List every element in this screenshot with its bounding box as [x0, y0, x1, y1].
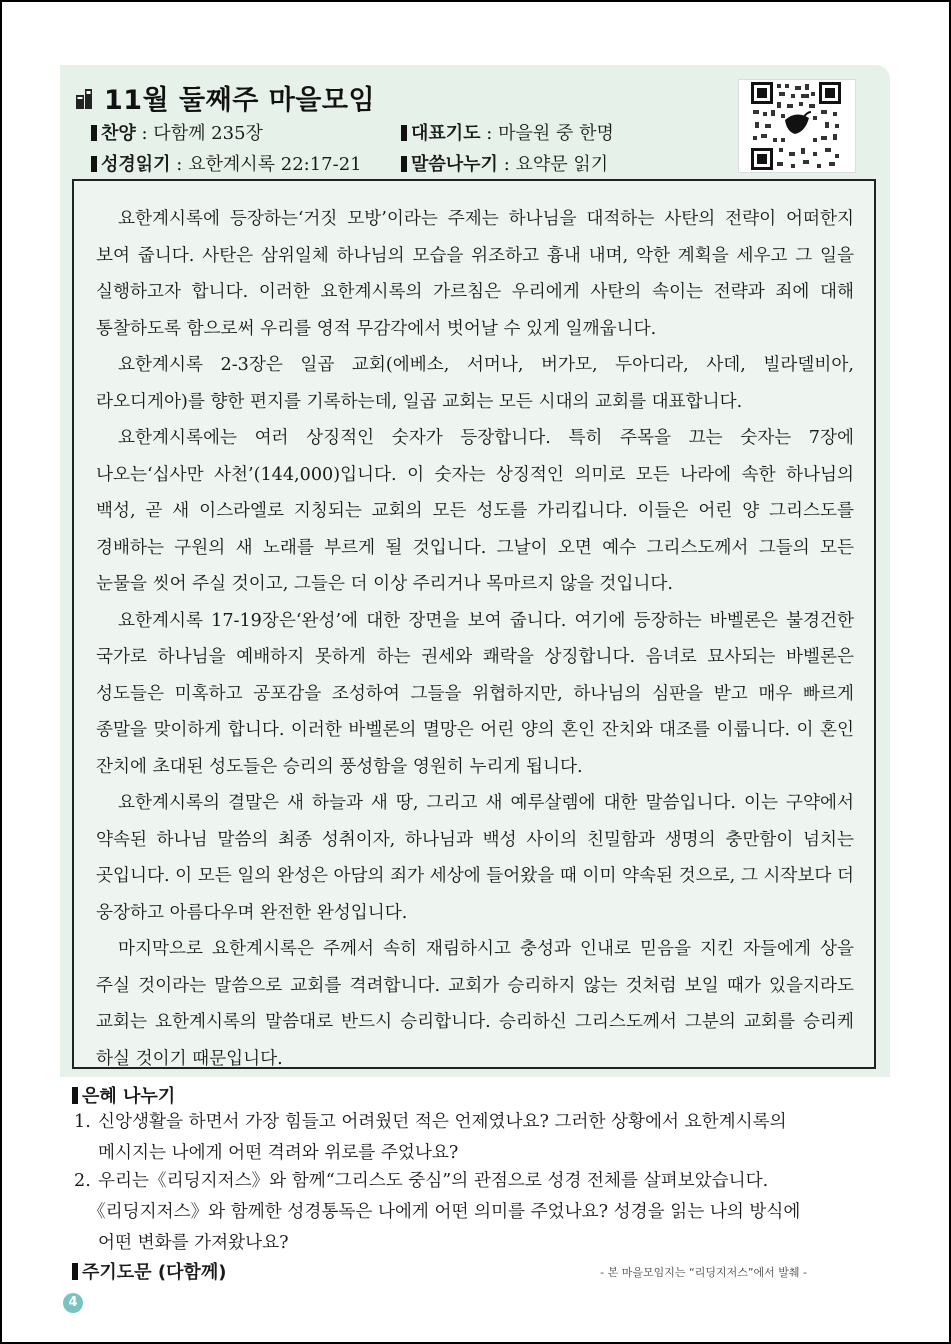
question-text: 신앙생활을 하면서 가장 힘들고 어려웠던 적은 언제였나요? 그러한 상황에서 요한계시록의	[98, 1112, 787, 1132]
question-text: 《리딩지저스》와 함께한 성경통독은 나에게 어떤 의미를 주었나요? 성경을 읽는 나의 방식에	[88, 1202, 801, 1222]
info-praise-value: : 다함께 235장	[141, 123, 263, 144]
info-prayer	[401, 119, 614, 145]
question-text: 어떤 변화를 가져왔나요?	[98, 1233, 289, 1253]
title-row	[74, 78, 375, 117]
info-reading-value: : 요한계시록 22:17-21	[176, 154, 362, 175]
info-reading	[91, 150, 362, 176]
summary-paragraph: 요한계시록에 등장하는‘거짓 모방’이라는 주제는 하나님을 대적하는 사탄의 전략이 어떠한지 보여 줍니다. 사탄은 삼위일체 하나님의 모습을 위조하고 흉내 내며, 악한 계획을 세우고 그 일을 실행하고자 합니다. 이러한 요한계시록의 가르침은 우리에게 사탄의 속이는 전략과 죄에 대해 통찰하도록 함으로써 우리를 영적 무감각에서 벗어날 수 있게 일깨웁니다.	[96, 209, 854, 339]
question-text: 우리는《리딩지저스》와 함께“그리스도 중심”의 관점으로 성경 전체를 살펴보았습니다.	[98, 1171, 769, 1191]
summary-paragraph: 마지막으로 요한계시록은 주께서 속히 재림하시고 충성과 인내로 믿음을 지킨 자들에게 상을 주실 것이라는 말씀으로 교회를 격려합니다. 교회가 승리하지 않는 것처럼 보일 때가 있을지라도 교회는 요한계시록의 말씀대로 반드시 승리합니다. 승리하신 그리스도께서 그분의 교회를 승리케 하실 것이기 때문입니다.	[96, 939, 854, 1069]
info-sharing-key: 말씀나누기	[411, 154, 498, 175]
sharing-heading-text: 은혜 나누기	[82, 1086, 176, 1107]
sharing-heading	[72, 1082, 175, 1108]
info-prayer-key: 대표기도	[411, 123, 481, 144]
question-text: 메시지는 나에게 어떤 격려와 위로를 주었나요?	[98, 1143, 459, 1163]
source-note: - 본 마을모임지는 “리딩지저스”에서 발췌 -	[600, 1266, 807, 1279]
qr-code[interactable]	[738, 79, 856, 173]
summary-paragraph: 요한계시록 2-3장은 일곱 교회(에베소, 서머나, 버가모, 두아디라, 사데, 빌라델비아, 라오디게아)를 향한 편지를 기록하는데, 일곱 교회는 모든 시대의 교회를 대표합니다.	[96, 355, 854, 412]
info-praise-key: 찬양	[101, 123, 136, 144]
page-number-badge: 4	[63, 1293, 83, 1313]
prayer-heading-text: 주기도문 (다함께)	[82, 1262, 227, 1283]
info-sharing-value: : 요약문 읽기	[503, 154, 609, 175]
info-prayer-value: : 마을원 중 한명	[486, 123, 614, 144]
question-2	[74, 1166, 864, 1259]
question-number: 1.	[74, 1112, 91, 1132]
question-number: 2.	[74, 1171, 91, 1191]
summary-paragraph: 요한계시록에는 여러 상징적인 숫자가 등장합니다. 특히 주목을 끄는 숫자는 7장에 나오는‘십사만 사천’(144,000)입니다. 이 숫자는 상징적인 의미로 모든 나라에 속한 하나님의 백성, 곧 새 이스라엘로 지칭되는 교회의 모든 성도를 가리킵니다. 이들은 어린 양 그리스도를 경배하는 구원의 새 노래를 부르게 될 것입니다. 그날이 오면 예수 그리스도께서 그들의 모든 눈물을 씻어 주실 것이고, 그들은 더 이상 주리거나 목마르지 않을 것입니다.	[96, 428, 854, 594]
summary-box	[72, 179, 876, 1069]
question-1	[74, 1107, 864, 1169]
info-reading-key: 성경읽기	[101, 154, 171, 175]
page-title: 11월 둘째주 마을모임	[104, 85, 376, 116]
info-sharing	[401, 150, 608, 176]
summary-paragraph: 요한계시록 17-19장은‘완성’에 대한 장면을 보여 줍니다. 여기에 등장하는 바벨론은 불경건한 국가로 하나님을 예배하지 못하게 하는 권세와 쾌락을 상징합니다. 음녀로 묘사되는 바벨론은 성도들은 미혹하고 공포감을 조성하여 그들을 위협하지만, 하나님의 심판을 받고 매우 빠르게 종말을 맞이하게 합니다. 이러한 바벨론의 멸망은 어린 양의 혼인 잔치와 대조를 이룹니다. 이 혼인 잔치에 초대된 성도들은 승리의 풍성함을 영원히 누리게 됩니다.	[96, 610, 854, 777]
summary-paragraph: 요한계시록의 결말은 새 하늘과 새 땅, 그리고 새 예루살렘에 대한 말씀입니다. 이는 구약에서 약속된 하나님 말씀의 최종 성취이자, 하나님과 백성 사이의 친밀함과 생명의 충만함이 넘치는 곳입니다. 이 모든 일의 완성은 아담의 죄가 세상에 들어왔을 때 이미 약속된 것으로, 그 시작보다 더 웅장하고 아름다우며 완전한 완성입니다.	[96, 793, 854, 923]
document-icon	[74, 85, 94, 111]
info-praise	[91, 119, 263, 145]
prayer-heading	[72, 1258, 226, 1284]
